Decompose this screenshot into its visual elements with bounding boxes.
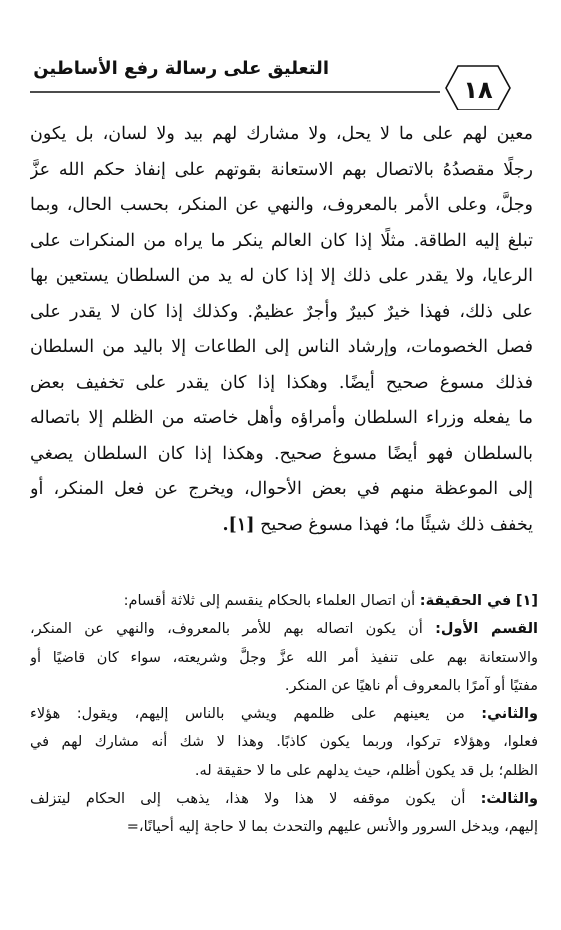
- footnote-text: من يعينهم على ظلمهم ويشي بالناس إليهم، ويقول: هؤلاء: [30, 706, 465, 723]
- text-line: وجلَّ، وعلى الأمر بالمعروف، والنهي عن المنكر، بحسب الحال، وبما: [30, 195, 533, 215]
- footnote-label-first: القسم الأول:: [435, 621, 538, 638]
- footnotes-section: [30, 587, 538, 842]
- footnote-text: أن يكون موقفه لا هذا ولا هذا، يذهب إلى الحكام ليتزلف: [30, 791, 466, 808]
- text-line: معين لهم على ما لا يحل، ولا مشارك لهم بيد ولا لسان، بل يكون: [30, 124, 533, 144]
- text-line: بالسلطان فهو أيضًا مسوغ صحيح. وهكذا إذا كان السلطان يصغي: [30, 443, 533, 464]
- footnote-label-third: والثالث:: [480, 791, 538, 808]
- footnote-line: مفتيًا أو آمرًا بالمعروف أم ناهيًا عن المنكر.: [284, 677, 538, 694]
- text-line: الرعايا، ولا يقدر على ذلك إلا إذا كان له يد من السلطان يستعين بها: [30, 266, 533, 286]
- footnote-intro-bold: في الحقيقة:: [419, 593, 512, 609]
- text-line: على ذلك، فهذا خيرٌ كبيرٌ وأجرٌ عظيمٌ. وكذلك إذا كان لا يقدر على: [30, 301, 533, 322]
- running-title: التعليق على رسالة رفع الأساطين: [33, 58, 329, 79]
- text-line-final: يخفف ذلك شيئًا ما؛ فهذا مسوغ صحيح: [260, 514, 533, 535]
- text-line: إلى الموعظة منهم في بعض الأحوال، ويخرج عن فعل المنكر، أو: [30, 479, 533, 499]
- footnote-reference[interactable]: [١].: [222, 514, 255, 535]
- footnote-line: [30, 700, 538, 728]
- footnote-line: إليهم، ويدخل السرور والأنس عليهم والتحدث بما لا حاجة إليه أحيانًا،=: [126, 819, 538, 836]
- footnote-line: [30, 615, 538, 643]
- page-number: ١٨: [463, 76, 493, 104]
- text-line: فذلك مسوغ صحيح أيضًا. وهكذا إذا كان يقدر على تخفيف بعض: [30, 372, 533, 393]
- footnote-label-second: والثاني:: [481, 706, 538, 723]
- text-line-last: [30, 508, 533, 544]
- footnote-intro: [30, 587, 538, 615]
- footnote-line: [30, 785, 538, 813]
- text-line: رجلًا مقصدُهُ بالاتصال بهم الاستعانة بقوتهم على إنفاذ حكم الله عزَّ: [30, 159, 533, 180]
- footnote-text: أن يكون اتصاله بهم للأمر بالمعروف، والنهي عن المنكر،: [30, 621, 423, 638]
- footnote-line: الظلم؛ بل قد يكون أظلم، حيث يدلهم على ما لا حقيقة له.: [194, 762, 538, 779]
- footnote-marker: [١]: [515, 593, 538, 609]
- text-line: تبلغ إليه الطاقة. مثلًا إذا كان العالم ينكر ما يراه من المنكرات على: [30, 230, 533, 251]
- footnote-line: والاستعانة بهم على تنفيذ أمر الله عزَّ وجلَّ وشريعته، سواء كان قاضيًا أو: [30, 649, 538, 666]
- text-line: فصل الخصومات، وإرشاد الناس إلى الطاعات إلا باليد من السلطان: [30, 337, 533, 357]
- footnote-intro-text: أن اتصال العلماء بالحكام ينقسم إلى ثلاثة أقسام:: [123, 593, 416, 609]
- page-header: [0, 0, 561, 110]
- text-line: ما يفعله وزراء السلطان وأمراؤه وأهل خاصته من الظلم إلا باتصاله: [30, 408, 533, 428]
- main-text: [30, 117, 533, 543]
- footnote-line: فعلوا، وهؤلاء تركوا، وربما يكون كاذبًا. وهذا لا شك أنه مشارك لهم في: [30, 734, 538, 751]
